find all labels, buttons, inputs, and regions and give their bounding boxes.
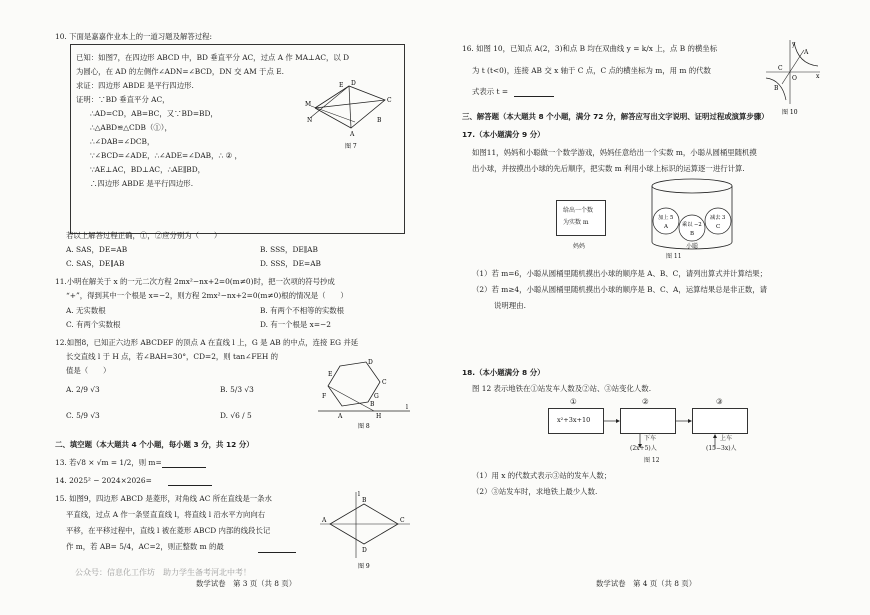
fig10-label-y: y (792, 41, 796, 48)
station-3-label: ③ (716, 397, 723, 406)
fig10-label-o: O (792, 75, 797, 82)
ball-c (705, 208, 731, 234)
q12-option-c: C. 5/9 √3 (66, 411, 100, 420)
watermark: 公众号：信息化工作坊 助力学生备考河北中考！ (75, 568, 251, 577)
fig9-label-d: D (362, 547, 367, 554)
q10-line-6: ∴△ABD≌△CDB（①）， (90, 123, 172, 132)
q10-line-4: 证明：∵BD 垂直平分 AC， (76, 95, 170, 104)
ball-a-op: 加上 5 (658, 215, 674, 221)
fig8-label-a: A (338, 413, 343, 420)
q11-line-2: “+”，得到其中一个根是 x=−2，则方程 2mx²−nx+2=0(m≠0)根的情况是（ ） (66, 291, 348, 300)
q10-option-b: B. SSS，DE∥AB (260, 245, 318, 254)
q17-line-2: 出小球，并按摸出小球的先后顺序，把实数 m 利用小球上标识的运算逐一进行计算. (472, 164, 745, 173)
bucket-rim (652, 179, 732, 193)
fig7-dn (310, 86, 349, 118)
left-footer: 数学试卷 第 3 页（共 8 页） (196, 579, 297, 588)
fig8-label-h: H (376, 413, 382, 420)
q18-title: 18.（本小题满分 8 分） (462, 368, 545, 377)
section-2-heading: 二、填空题（本大题共 4 个小题，每小题 3 分，共 12 分） (55, 440, 254, 449)
q12-line-1: 12.如图8，已知正六边形 ABCDEF 的顶点 A 在直线 l 上，G 是 AB 的中点，连接 EG 并延 (55, 338, 359, 347)
q14-text: 14. 2025² − 2024×2026= (55, 476, 152, 485)
q18-sub-2: （2）③站发车时，求地铁上最少人数. (472, 487, 598, 496)
q12-option-d: D. √6 / 5 (220, 411, 252, 420)
q13-answer-blank[interactable] (162, 467, 206, 468)
fig9-label-a: A (322, 517, 327, 524)
q15-line-2: 平直线，过点 A 作一条竖直直线 l，将直线 l 沿水平方向向右 (66, 510, 266, 519)
q12-line-2: 长交直线 l 于 H 点，若∠BAH=30°，CD=2，则 tan∠FEH 的 (66, 352, 279, 361)
fig7-am (311, 106, 355, 122)
fig10-label-c: C (778, 65, 783, 72)
q16-line-1: 16. 如图 10，已知点 A(2，3)和点 B 均在双曲线 y = k/x 上，点 B 的横坐标 (462, 44, 718, 53)
q10-line-5: ∴AD=CD，AB=BC，又∵BD=BD， (90, 109, 218, 118)
q10-line-7: ∴∠DAB=∠DCB， (90, 137, 155, 146)
up-expr: (15−3x)人 (706, 445, 737, 452)
fig8-eh (328, 386, 374, 411)
q16-line-3: 式表示 t = (472, 87, 509, 96)
arrow-1-2-head (616, 419, 620, 423)
fig10-label-x: x (816, 73, 820, 80)
fig8-label-l: l (406, 404, 408, 411)
fig7-label-c: C (387, 97, 392, 104)
q10-option-a: A. SAS，DE=AB (66, 245, 128, 254)
mom-card (556, 200, 606, 236)
q12-line-3: 值是（ ） (66, 366, 111, 375)
fig10-caption: 图 10 (782, 109, 798, 116)
station-2-label: ② (642, 397, 649, 406)
fig9-caption: 图 9 (358, 563, 370, 570)
fig7-label-m: M (305, 101, 312, 108)
fig7-label-d: D (351, 80, 356, 87)
ball-c-op: 减去 3 (710, 215, 726, 221)
q16-line-2: 为 t (t<0)，连接 AB 交 x 轴于 C 点，C 点的横坐标为 m，用 m 的代数 (472, 66, 711, 75)
mom-caption: 妈妈 (573, 243, 586, 250)
q17-title: 17.（本小题满分 9 分） (462, 130, 545, 139)
fig8-hexagon (328, 362, 380, 406)
q10-line-9: ∵AE⊥AC，BD⊥AC，∴AE∥BD， (90, 165, 206, 174)
fig8-caption: 图 8 (358, 423, 370, 430)
fig9-label-l: l (358, 491, 360, 498)
figure-10 (762, 38, 822, 116)
q17-sub-2a: （2）若 m≥4，小聪从圆桶里随机摸出小球的顺序是 B、C、A，运算结果总是非正数，请 (472, 285, 768, 294)
fig7-caption: 图 7 (345, 143, 357, 150)
fig8-label-c: C (382, 379, 387, 386)
mom-card-line-2: 为实数 m (563, 219, 589, 226)
figure-7 (305, 78, 400, 150)
q11-line-1: 11.小明在解关于 x 的一元二次方程 2mx²−nx+2=0(m≠0)时，把一次项的符号抄成 (55, 277, 335, 286)
mom-card-line-1: 给出一个数 (563, 207, 594, 214)
fig8-label-b: B (370, 401, 375, 408)
q16-answer-blank[interactable] (514, 96, 554, 97)
ball-c-letter: C (716, 224, 721, 230)
arrow-2-3-head (688, 419, 692, 423)
q10-line-3: 求证：四边形 ABDE 是平行四边形. (76, 81, 194, 90)
q10-line-2: 为圆心，在 AD 的左侧作∠ADN=∠BCD，DN 交 AM 于点 E. (76, 67, 284, 76)
section-3-heading: 三、解答题（本大题共 8 个小题，满分 72 分，解答应写出文字说明、证明过程或演算步骤） (462, 112, 769, 121)
q11-option-a: A. 无实数根 (66, 306, 106, 315)
fig7-label-a: A (350, 131, 355, 138)
fig10-label-a: A (804, 49, 809, 56)
up-label: 上车 (720, 435, 733, 442)
fig9-label-b: B (362, 497, 367, 504)
station-1-label: ① (570, 397, 577, 406)
q15-line-1: 15. 如图9，四边形 ABCD 是菱形，对角线 AC 所在直线是一条水 (55, 494, 272, 503)
ball-b-letter: B (690, 231, 695, 237)
fig7-label-b: B (377, 117, 382, 124)
q10-line-1: 已知：如图7，在四边形 ABCD 中，BD 垂直平分 AC，过点 A 作 MA⊥AC，以 D (76, 53, 350, 62)
down-label: 下车 (644, 435, 657, 442)
q11-option-d: D. 有一个根是 x=−2 (260, 320, 331, 329)
q17-sub-1: （1）若 m=6，小聪从圆桶里随机摸出小球的顺序是 A、B、C，请列出算式并计算结果； (472, 269, 768, 278)
q10-title: 10. 下面是嘉嘉作业本上的一道习题及解答过程: (55, 32, 213, 41)
fig11-caption: 图 11 (666, 253, 682, 260)
ball-b-op: 乘以 −2 (682, 222, 702, 228)
q10-line-10: ∴四边形 ABDE 是平行四边形. (90, 179, 194, 188)
fig8-label-d: D (368, 359, 373, 366)
bucket-caption: 小聪 (686, 243, 699, 250)
down-expr: (2x+5)人 (630, 445, 657, 452)
q10-option-d: D. SSS，DE=AB (260, 259, 321, 268)
q12-option-a: A. 2/9 √3 (66, 385, 100, 394)
fig7-bd (349, 86, 351, 128)
right-footer: 数学试卷 第 4 页（共 8 页） (596, 579, 697, 588)
q11-option-b: B. 有两个不相等的实数根 (260, 306, 345, 315)
ball-a (653, 208, 679, 234)
q12-option-b: B. 5/3 √3 (220, 385, 254, 394)
figure-9 (318, 490, 413, 572)
fig7-label-n: N (307, 117, 313, 124)
q13-text: 13. 若√8 × √m = 1/2，则 m= (55, 458, 162, 467)
figure-8 (318, 358, 413, 430)
q15-line-4: 作 m，若 AB= 5/4，AC=2，则正整数 m 的最 (66, 542, 224, 551)
q17-line-1: 如图11，妈妈和小聪做一个数学游戏，妈妈任意给出一个实数 m，小聪从圆桶里随机摸 (472, 148, 757, 157)
q10-line-8: ∵∠BCD=∠ADE，∴∠ADE=∠DAB，∴ ② ， (90, 151, 242, 160)
ball-b (679, 215, 705, 241)
fig8-label-e: E (328, 371, 333, 378)
ball-a-letter: A (664, 224, 668, 230)
fig8-label-f: F (322, 393, 327, 400)
fig10-label-b: B (774, 85, 779, 92)
q18-sub-1: （1）用 x 的代数式表示③站的发车人数； (472, 471, 612, 480)
figure-12-arrows (600, 410, 700, 450)
q14-answer-blank[interactable] (168, 485, 212, 486)
q10-question: 若以上解答过程正确，①，②应分别为（ ） (66, 231, 222, 240)
fig12-caption: 图 12 (644, 457, 660, 464)
station-3-box (692, 408, 748, 434)
q18-line-1: 图 12 表示地铁在①站发车人数及②站、③站变化人数. (472, 384, 652, 393)
fig9-label-c: C (400, 517, 405, 524)
q10-option-c: C. SAS，DE∥AB (66, 259, 125, 268)
fig8-label-g: G (374, 393, 379, 400)
q11-option-c: C. 有两个实数根 (66, 320, 121, 329)
station-1-expr: x²+3x+10 (557, 416, 591, 424)
arrow-up-head (713, 434, 717, 438)
q17-sub-2b: 说明理由. (494, 301, 526, 310)
fig7-label-e: E (339, 82, 344, 89)
q15-answer-blank[interactable] (258, 552, 296, 553)
q15-line-3: 平移，在平移过程中，直线 l 被在菱形 ABCD 内部的线段长记 (66, 526, 271, 535)
